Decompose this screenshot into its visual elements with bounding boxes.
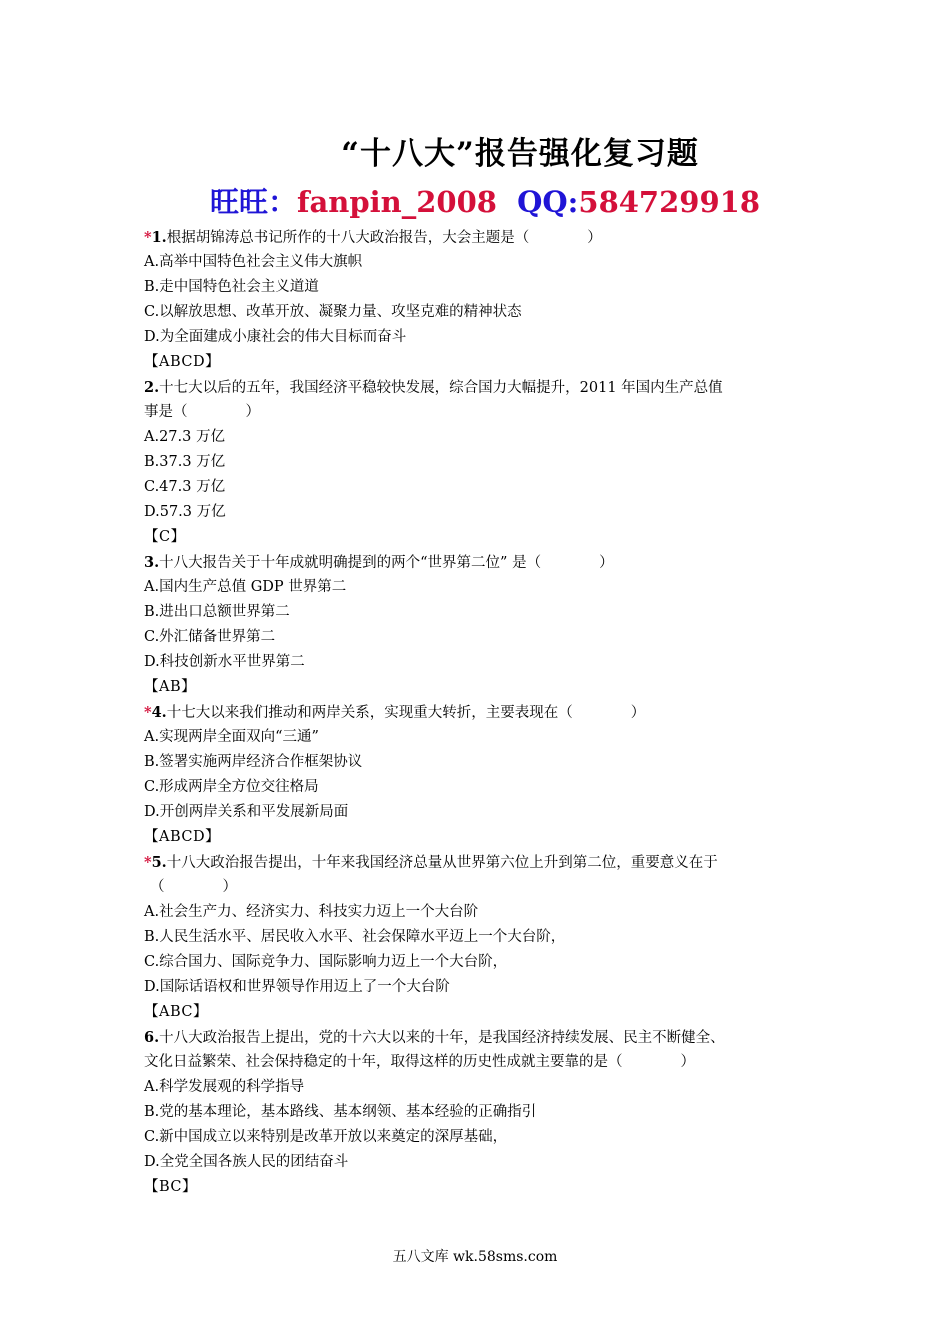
question-stem-continued <box>144 400 824 425</box>
answer-option: D.57.3 万亿 <box>144 504 226 520</box>
question-number: 3. <box>144 554 160 571</box>
answer-option: C.47.3 万亿 <box>144 479 226 495</box>
question-stem <box>144 225 824 250</box>
question-text: 十八大政治报告提出，十年来我国经济总量从世界第六位上升到第二位，重要意义在于 <box>166 855 718 871</box>
page-title: “十八大”报告强化复习题 <box>341 136 699 172</box>
answer-option: C.新中国成立以来特别是改革开放以来奠定的深厚基础， <box>144 1129 508 1145</box>
contact-name-value: fanpin_2008 <box>297 185 497 219</box>
answer-option: D.为全面建成小康社会的伟大目标而奋斗 <box>144 329 407 345</box>
answer-option: A.实现两岸全面双向“三通” <box>144 729 319 745</box>
contact-line <box>0 180 950 221</box>
question-text: 十八大报告关于十年成就明确提到的两个“世界第二位” 是（ ） <box>159 555 614 571</box>
question-block <box>144 225 824 375</box>
answer-option: D.科技创新水平世界第二 <box>144 654 305 670</box>
answer-option: A.高举中国特色社会主义伟大旗帜 <box>144 254 363 270</box>
answer-key: 【AB】 <box>144 679 197 695</box>
question-stem-continued <box>144 1050 824 1075</box>
answer-option: B.人民生活水平、居民收入水平、社会保障水平迈上一个大台阶， <box>144 929 566 945</box>
question-number: 1. <box>151 229 167 246</box>
answer-key: 【BC】 <box>144 1179 198 1195</box>
question-stem <box>144 700 824 725</box>
question-text: 十八大政治报告上提出，党的十六大以来的十年，是我国经济持续发展、民主不断健全、 <box>159 1030 725 1046</box>
answer-key: 【ABCD】 <box>144 354 221 370</box>
contact-qq-label: QQ: <box>517 185 579 219</box>
question-block <box>144 550 824 700</box>
question-text: 十七大以来我们推动和两岸关系，实现重大转折，主要表现在（ ） <box>166 705 646 721</box>
answer-option: B.走中国特色社会主义道道 <box>144 279 319 295</box>
footer-watermark: 五八文库 wk.58sms.com <box>392 1249 558 1265</box>
answer-option: B.进出口总额世界第二 <box>144 604 290 620</box>
question-text: 十七大以后的五年，我国经济平稳较快发展，综合国力大幅提升，2011 年国内生产总值 <box>159 380 723 396</box>
question-stem <box>144 375 824 400</box>
question-text: 事是（ ） <box>144 404 260 420</box>
key-question-marker: * <box>144 229 152 246</box>
key-question-marker: * <box>144 704 152 721</box>
question-number: 5. <box>151 854 167 871</box>
answer-option: A.社会生产力、经济实力、科技实力迈上一个大台阶 <box>144 904 479 920</box>
answer-option: B.37.3 万亿 <box>144 454 226 470</box>
question-stem <box>144 550 824 575</box>
question-text: （ ） <box>150 879 237 895</box>
answer-option: A.27.3 万亿 <box>144 429 225 445</box>
question-text: 文化日益繁荣、社会保持稳定的十年，取得这样的历史性成就主要靠的是（ ） <box>144 1054 695 1070</box>
answer-key: 【ABCD】 <box>144 829 221 845</box>
question-block <box>144 850 824 1025</box>
question-list <box>144 225 824 1200</box>
contact-qq-value: 584729918 <box>578 185 760 219</box>
question-block <box>144 375 824 550</box>
answer-option: D.开创两岸关系和平发展新局面 <box>144 804 349 820</box>
answer-option: D.全党全国各族人民的团结奋斗 <box>144 1154 349 1170</box>
question-number: 6. <box>144 1029 160 1046</box>
answer-option: C.外汇储备世界第二 <box>144 629 276 645</box>
answer-option: B.党的基本理论，基本路线、基本纲领、基本经验的正确指引 <box>144 1104 537 1120</box>
answer-key: 【ABC】 <box>144 1004 208 1020</box>
answer-option: C.形成两岸全方位交往格局 <box>144 779 319 795</box>
answer-option: A.科学发展观的科学指导 <box>144 1079 305 1095</box>
answer-option: C.以解放思想、改革开放、凝聚力量、攻坚克难的精神状态 <box>144 304 522 320</box>
answer-option: B.签署实施两岸经济合作框架协议 <box>144 754 363 770</box>
question-block <box>144 1025 824 1200</box>
question-text: 根据胡锦涛总书记所作的十八大政治报告，大会主题是（ ） <box>166 230 602 246</box>
question-stem <box>144 850 824 875</box>
question-stem-continued <box>144 875 824 900</box>
question-block <box>144 700 824 850</box>
answer-option: D.国际话语权和世界领导作用迈上了一个大台阶 <box>144 979 450 995</box>
key-question-marker: * <box>144 854 152 871</box>
answer-key: 【C】 <box>144 529 186 545</box>
contact-name-label: 旺旺： <box>209 185 297 219</box>
question-stem <box>144 1025 824 1050</box>
answer-option: A.国内生产总值 GDP 世界第二 <box>144 579 347 595</box>
question-number: 4. <box>151 704 167 721</box>
answer-option: C.综合国力、国际竞争力、国际影响力迈上一个大台阶， <box>144 954 508 970</box>
question-number: 2. <box>144 379 160 396</box>
